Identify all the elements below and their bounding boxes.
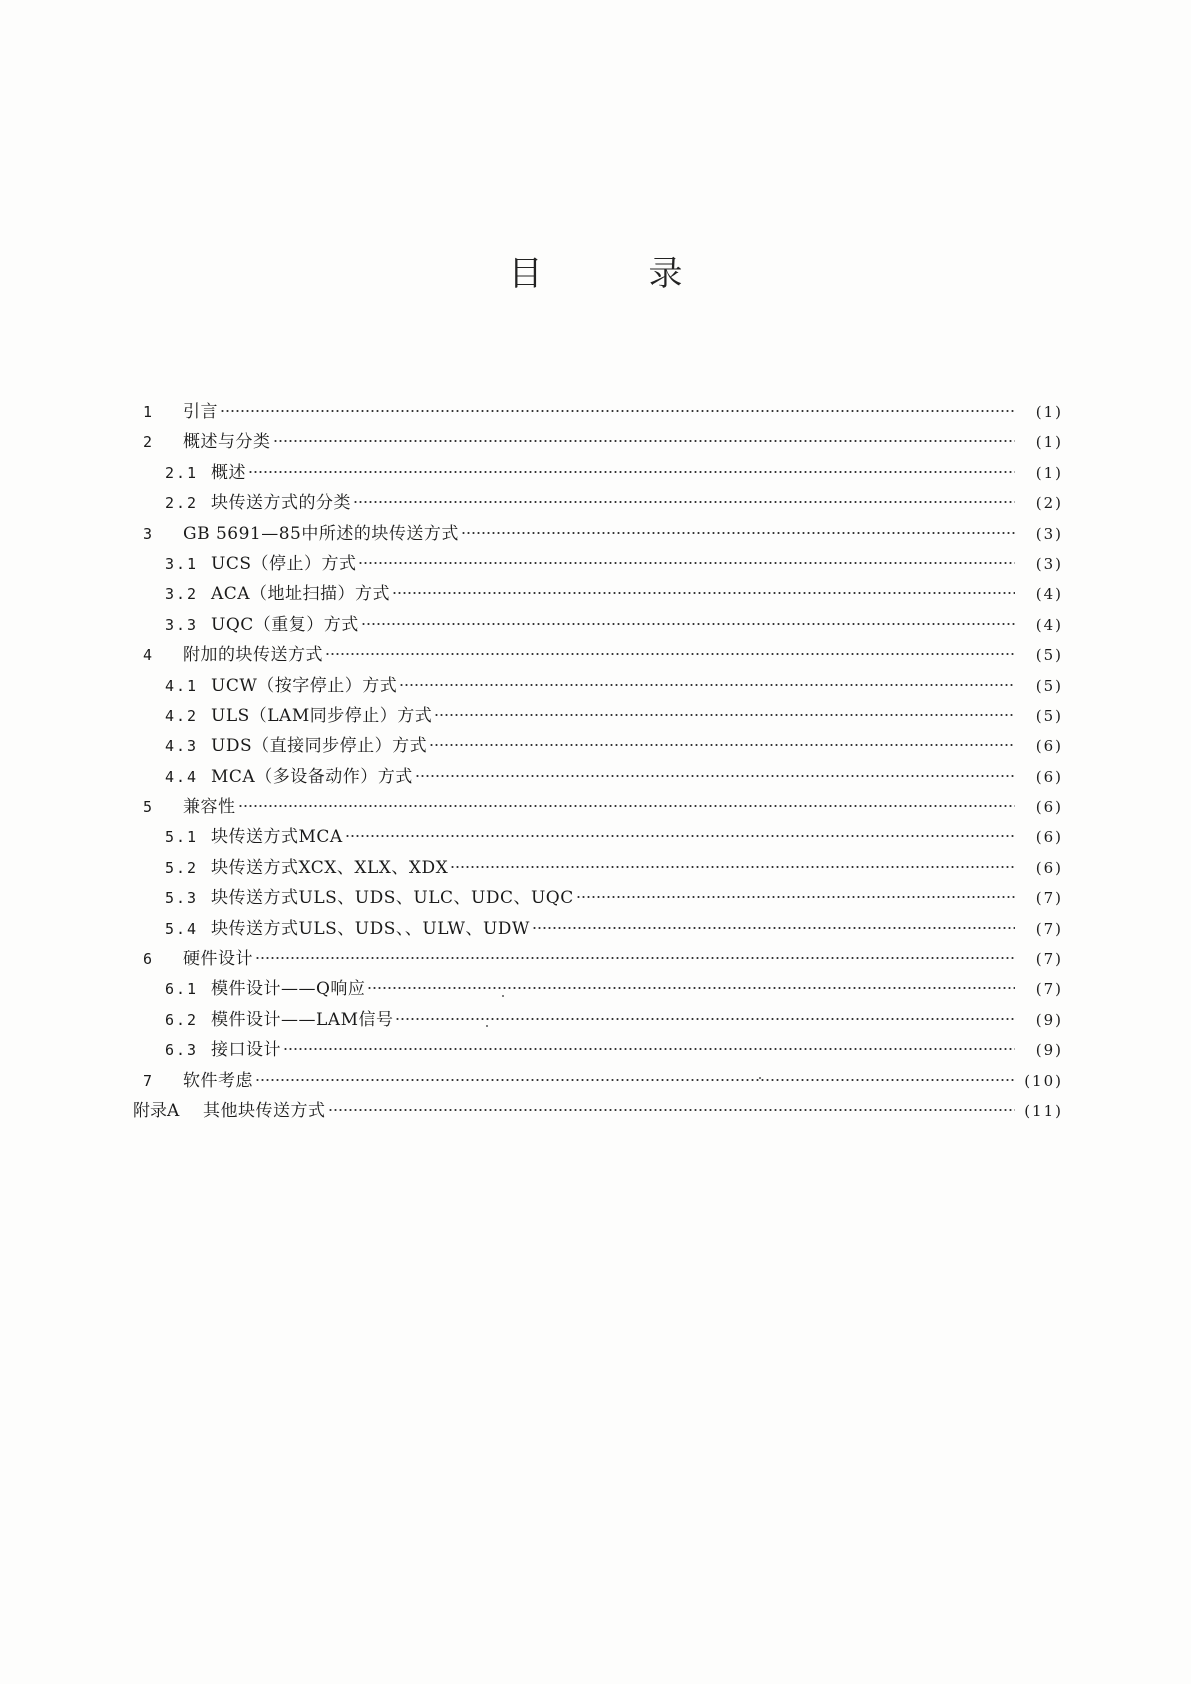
- toc-entry-page: (9): [1035, 1010, 1063, 1029]
- toc-entry: [143, 1035, 1063, 1065]
- toc-entry-page: (4): [1035, 585, 1063, 604]
- toc-entry: [143, 822, 1063, 852]
- toc-entry: [143, 883, 1063, 913]
- toc-entry-title: 接口设计: [211, 1040, 281, 1061]
- toc-entry-title: 模件设计——LAM信号: [211, 1009, 394, 1030]
- toc-entry-title: 附加的块传送方式: [183, 645, 323, 666]
- toc-entry-page: (6): [1035, 798, 1063, 817]
- toc-entry: [143, 914, 1063, 944]
- toc-entry: [143, 1066, 1063, 1096]
- toc-entry-title: 兼容性: [183, 797, 236, 818]
- toc-entry-number: 4.2: [165, 706, 199, 725]
- toc-entry-page: (2): [1035, 494, 1063, 513]
- toc-entry-number: 3.2: [165, 585, 199, 604]
- toc-entry-number: 5.1: [165, 828, 199, 847]
- toc-entry: [143, 944, 1063, 974]
- dot-leader: [395, 1018, 1015, 1020]
- toc-entry: [143, 458, 1063, 488]
- toc-entry-number: 6.2: [165, 1010, 199, 1029]
- toc-entry-page: (7): [1035, 919, 1063, 938]
- toc-entry: [143, 1005, 1063, 1035]
- toc-entry-title: 块传送方式ULS、UDS、、ULW、UDW: [211, 918, 530, 939]
- toc-entry: [143, 853, 1063, 883]
- toc-entry-title: ACA（地址扫描）方式: [211, 584, 391, 605]
- page-title: [0, 246, 1191, 295]
- toc-entry-title: 模件设计——Q响应: [211, 979, 366, 1000]
- toc-entry-title: 概述: [211, 462, 246, 483]
- toc-entry-page: (9): [1035, 1041, 1063, 1060]
- toc-entry: [143, 731, 1063, 761]
- dot-leader: [576, 896, 1015, 898]
- toc-entry-number: 5: [143, 798, 155, 817]
- dot-leader: [328, 1109, 1016, 1111]
- dot-leader: [415, 775, 1015, 777]
- toc-entry-number: 4.3: [165, 737, 199, 756]
- toc-entry-page: (1): [1035, 403, 1063, 421]
- toc-entry-number: 2.1: [165, 463, 199, 482]
- dot-leader: [325, 653, 1015, 655]
- toc-entry-page: (7): [1035, 980, 1063, 999]
- toc-entry-page: (10): [1024, 1071, 1063, 1090]
- dot-leader: [353, 501, 1015, 503]
- toc-entry-page: (11): [1024, 1101, 1063, 1120]
- toc-entry-title: 块传送方式MCA: [211, 827, 343, 848]
- toc-entry-number: 3: [143, 524, 155, 543]
- toc-entry-title: MCA（多设备动作）方式: [211, 766, 413, 787]
- dot-leader: [345, 835, 1015, 837]
- toc-entry-page: (7): [1035, 889, 1063, 908]
- toc-entry-number: 4: [143, 646, 155, 665]
- toc-entry-page: (4): [1035, 615, 1063, 634]
- dot-leader: [399, 684, 1015, 686]
- toc-entry-title: 块传送方式的分类: [211, 493, 351, 514]
- dot-leader: [450, 866, 1015, 868]
- dot-leader: [220, 410, 1015, 412]
- toc-entry-title: 软件考虑: [183, 1070, 253, 1091]
- toc-entry: [143, 579, 1063, 609]
- dot-leader: [283, 1048, 1015, 1050]
- toc-entry-number: 6.1: [165, 980, 199, 999]
- toc-entry-title: 硬件设计: [183, 949, 253, 970]
- title-char: 录: [648, 254, 683, 294]
- scan-speck: [486, 1025, 488, 1027]
- toc-entry: [143, 974, 1063, 1004]
- toc-entry-number: 6.3: [165, 1041, 199, 1060]
- dot-leader: [434, 714, 1015, 716]
- toc-entry: [143, 519, 1063, 549]
- toc-entry-page: (1): [1035, 463, 1063, 482]
- toc-entry-page: (5): [1035, 706, 1063, 725]
- toc-entry-number: 5.4: [165, 919, 199, 938]
- toc-entry-page: (5): [1035, 676, 1063, 695]
- toc-entry-number: 5.2: [165, 858, 199, 877]
- toc-entry-page: (7): [1035, 950, 1063, 969]
- toc-entry-title: 概述与分类: [183, 432, 271, 453]
- toc-entry-title: UCS（停止）方式: [211, 553, 357, 574]
- toc-entry: [143, 397, 1063, 427]
- toc-entry: [143, 610, 1063, 640]
- toc-entry-number: 4.1: [165, 676, 199, 695]
- toc-entry-title: 块传送方式ULS、UDS、ULC、UDC、UQC: [211, 888, 574, 909]
- dot-leader: [361, 623, 1015, 625]
- toc-entry-title: UDS（直接同步停止）方式: [211, 736, 428, 757]
- dot-leader: [392, 592, 1015, 594]
- toc-entry-title: 引言: [183, 402, 218, 422]
- toc-entry-page: (1): [1035, 433, 1063, 452]
- toc-entry: [133, 1096, 1063, 1126]
- toc-entry-number: 7: [143, 1071, 155, 1090]
- toc-entry-title: UQC（重复）方式: [211, 614, 359, 635]
- toc-entry-number: 3.1: [165, 554, 199, 573]
- toc-entry-number: 6: [143, 950, 155, 969]
- dot-leader: [358, 562, 1015, 564]
- scan-speck: [759, 1077, 761, 1079]
- toc-entry: [143, 701, 1063, 731]
- toc-entry: [143, 549, 1063, 579]
- toc-entry-number: 3.3: [165, 615, 199, 634]
- toc-entry-number: 2: [143, 433, 155, 452]
- toc-entry-page: (3): [1035, 554, 1063, 573]
- toc-entry: [143, 671, 1063, 701]
- toc-entry-number: 1: [143, 403, 155, 421]
- scan-speck: [502, 995, 504, 997]
- toc-entry: [143, 792, 1063, 822]
- toc-entry-number: 2.2: [165, 494, 199, 513]
- toc-entry-title: UCW（按字停止）方式: [211, 675, 398, 696]
- toc-entry-page: (6): [1035, 737, 1063, 756]
- toc-entry-page: (6): [1035, 828, 1063, 847]
- toc-entry-title: GB 5691—85中所述的块传送方式: [183, 523, 459, 544]
- dot-leader: [238, 805, 1016, 807]
- toc-entry-number: 4.4: [165, 767, 199, 786]
- toc-entry-page: (3): [1035, 524, 1063, 543]
- toc-entry-number: 附录A: [133, 1100, 180, 1121]
- toc-entry-number: 5.3: [165, 889, 199, 908]
- dot-leader: [255, 1079, 1015, 1081]
- dot-leader: [367, 987, 1015, 989]
- toc-entry: [143, 427, 1063, 457]
- dot-leader: [255, 957, 1015, 959]
- toc-entry-page: (6): [1035, 767, 1063, 786]
- toc-entry-page: (5): [1035, 646, 1063, 665]
- dot-leader: [273, 440, 1016, 442]
- toc-entry: [143, 640, 1063, 670]
- toc-entry-title: 块传送方式XCX、XLX、XDX: [211, 857, 449, 878]
- dot-leader: [248, 471, 1015, 473]
- toc-entry-title: 其他块传送方式: [203, 1100, 326, 1121]
- dot-leader: [429, 744, 1015, 746]
- toc-entry-title: ULS（LAM同步停止）方式: [211, 705, 433, 726]
- toc-entry: [143, 488, 1063, 518]
- table-of-contents: [133, 397, 1063, 1126]
- title-char: 目: [508, 254, 543, 294]
- dot-leader: [532, 927, 1015, 929]
- dot-leader: [461, 532, 1015, 534]
- toc-entry: [143, 762, 1063, 792]
- toc-entry-page: (6): [1035, 858, 1063, 877]
